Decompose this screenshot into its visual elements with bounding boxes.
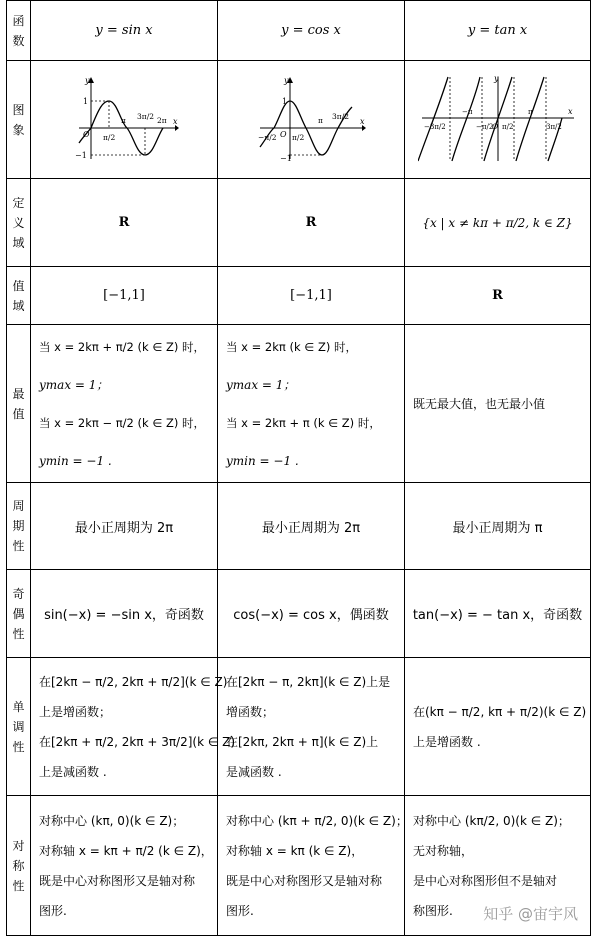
header-char: 值 xyxy=(12,406,25,421)
header-char: 性 xyxy=(12,539,25,553)
header-symmetry xyxy=(7,796,31,936)
header-char: 图 xyxy=(12,102,25,117)
tick-one: 1 xyxy=(282,96,288,106)
tick-neg-one: −1 xyxy=(75,150,87,160)
tick-pi: π xyxy=(527,107,533,116)
header-label xyxy=(7,697,30,757)
header-char: 最 xyxy=(12,386,25,401)
extrema-line: ymin = −1 . xyxy=(39,453,112,468)
header-char: 性 xyxy=(12,626,25,641)
sym-line: 图形. xyxy=(39,903,67,918)
x-label: x xyxy=(173,116,178,126)
sym-cos xyxy=(218,796,408,936)
range-tan: R xyxy=(405,267,591,325)
watermark: 知乎 @宙宇风 xyxy=(483,905,578,923)
func-sin: y = sin x xyxy=(31,1,218,61)
tick-pi: π xyxy=(318,115,323,125)
mono-line: 增函数； xyxy=(226,704,275,719)
header-function xyxy=(7,1,31,61)
tick-neg-three-pi-half: −3π/2 xyxy=(423,122,446,131)
mono-line: 上是增函数； xyxy=(39,704,112,719)
header-period xyxy=(7,483,31,570)
domain-tan: {x | x ≠ kπ + π/2, k ∈ Z} xyxy=(405,179,591,267)
sym-line: 无对称轴， xyxy=(413,843,474,858)
tick-one: 1 xyxy=(83,96,89,106)
tick-neg-pi-half: −π/2 xyxy=(475,122,493,131)
tick-pi: π xyxy=(121,115,126,125)
mono-line: 上是减函数 . xyxy=(39,764,107,779)
cos-graph xyxy=(256,73,366,163)
extrema-sin xyxy=(31,325,218,483)
extrema-line: ymin = −1 . xyxy=(226,453,299,468)
header-extrema xyxy=(7,325,31,483)
header-char: 调 xyxy=(12,719,25,734)
header-char: 偶 xyxy=(12,606,25,621)
header-char: 函 xyxy=(12,13,25,28)
header-domain xyxy=(7,179,31,267)
trig-function-table xyxy=(6,0,591,936)
sym-line: 对称中心 (kπ, 0)(k ∈ Z)； xyxy=(39,813,185,828)
tick-pi-half: π/2 xyxy=(501,122,513,131)
parity-tan: tan(−x) = − tan x，奇函数 xyxy=(405,570,591,658)
header-char: 奇 xyxy=(12,586,25,601)
range-sin: [−1,1] xyxy=(31,267,218,325)
range-cos: [−1,1] xyxy=(218,267,405,325)
row-graph xyxy=(7,61,591,179)
period-tan: 最小正周期为 π xyxy=(405,483,591,570)
sym-line: 既是中心对称图形又是轴对称 xyxy=(39,873,196,888)
tick-pi-half: π/2 xyxy=(103,132,116,142)
tick-three-pi-half: 3π/2 xyxy=(137,111,154,121)
parity-cos: cos(−x) = cos x，偶函数 xyxy=(218,570,405,658)
header-char: 域 xyxy=(12,298,25,313)
mono-line: 在(kπ − π/2, kπ + π/2)(k ∈ Z) xyxy=(413,704,587,719)
row-parity xyxy=(7,570,591,658)
y-label: y xyxy=(284,75,289,85)
header-char: 期 xyxy=(12,519,25,533)
extrema-line: 当 x = 2kπ + π (k ∈ Z) 时， xyxy=(226,415,381,430)
sym-line: 对称轴 x = kπ (k ∈ Z)， xyxy=(226,843,364,858)
func-tan: y = tan x xyxy=(405,1,591,61)
extrema-cos xyxy=(218,325,405,483)
func-cos: y = cos x xyxy=(218,1,405,61)
origin-label: O xyxy=(491,121,498,131)
extrema-line: ymax = 1； xyxy=(39,377,109,392)
header-char: 域 xyxy=(12,235,25,250)
x-label: x xyxy=(567,106,573,116)
mono-line: 在[2kπ, 2kπ + π](k ∈ Z)上 xyxy=(226,734,379,749)
row-function xyxy=(7,1,591,61)
sym-line: 是中心对称图形但不是轴对 xyxy=(413,873,558,888)
y-label: y xyxy=(493,73,499,83)
extrema-tan: 既无最大值，也无最小值 xyxy=(405,325,591,483)
mono-line: 上是增函数 . xyxy=(413,734,481,749)
header-graph xyxy=(7,61,31,179)
domain-cos: R xyxy=(218,179,405,267)
extrema-line: ymax = 1； xyxy=(226,377,296,392)
header-label xyxy=(7,193,30,253)
mono-cos xyxy=(218,658,405,796)
sym-line: 对称中心 (kπ/2, 0)(k ∈ Z)； xyxy=(413,813,570,828)
x-label: x xyxy=(360,116,365,126)
row-range xyxy=(7,267,591,325)
header-char: 周 xyxy=(12,499,25,513)
header-label xyxy=(7,384,30,424)
tick-two-pi: 2π xyxy=(157,115,167,125)
sym-line: 称图形. xyxy=(413,903,453,918)
tan-graph xyxy=(418,73,578,163)
header-char: 值 xyxy=(12,278,25,293)
row-monotonicity xyxy=(7,658,591,796)
mono-tan xyxy=(405,658,591,796)
row-extrema xyxy=(7,325,591,483)
y-label: y xyxy=(85,75,90,85)
tick-pi-half: π/2 xyxy=(292,132,305,142)
cos-curve xyxy=(260,101,352,155)
tan-branch xyxy=(452,77,480,161)
header-char: 象 xyxy=(12,122,25,137)
origin-label: O xyxy=(280,129,287,139)
extrema-line: 当 x = 2kπ − π/2 (k ∈ Z) 时， xyxy=(39,415,206,430)
header-char: 性 xyxy=(12,878,25,893)
sym-line: 对称轴 x = kπ + π/2 (k ∈ Z)， xyxy=(39,843,213,858)
mono-line: 是减函数 . xyxy=(226,764,282,779)
mono-sin xyxy=(31,658,236,796)
header-char: 定 xyxy=(12,195,25,210)
header-range xyxy=(7,267,31,325)
sym-sin xyxy=(31,796,218,936)
sym-line: 对称中心 (kπ + π/2, 0)(k ∈ Z)； xyxy=(226,813,408,828)
extrema-line: 当 x = 2kπ (k ∈ Z) 时， xyxy=(226,339,357,354)
mono-line: 在[2kπ + π/2, 2kπ + 3π/2](k ∈ Z) xyxy=(39,734,236,749)
header-char: 义 xyxy=(12,215,25,230)
header-char: 单 xyxy=(12,699,25,714)
graph-cos-cell xyxy=(218,61,405,179)
header-char: 性 xyxy=(12,739,25,754)
parity-sin: sin(−x) = −sin x，奇函数 xyxy=(31,570,218,658)
sin-graph xyxy=(69,73,179,163)
graph-sin-cell xyxy=(31,61,218,179)
header-char: 数 xyxy=(12,33,25,48)
sym-line: 既是中心对称图形又是轴对称 xyxy=(226,873,383,888)
mono-line: 在[2kπ − π, 2kπ](k ∈ Z)上是 xyxy=(226,674,391,689)
header-label xyxy=(7,584,30,644)
origin-label: O xyxy=(83,129,90,139)
mono-line: 在[2kπ − π/2, 2kπ + π/2](k ∈ Z) xyxy=(39,674,228,689)
period-sin: 最小正周期为 2π xyxy=(31,483,218,570)
tick-three-pi-half: 3π/2 xyxy=(545,122,562,131)
tick-three-pi-half: 3π/2 xyxy=(332,111,349,121)
tick-neg-pi-half: −π/2 xyxy=(258,132,277,142)
extrema-line: 当 x = 2kπ + π/2 (k ∈ Z) 时， xyxy=(39,339,206,354)
graph-tan-cell xyxy=(405,61,591,179)
header-label xyxy=(7,100,30,140)
header-monotonicity xyxy=(7,658,31,796)
tan-branch xyxy=(516,77,544,161)
header-parity xyxy=(7,570,31,658)
tick-neg-pi: −π xyxy=(461,107,472,116)
header-char: 对 xyxy=(12,838,25,853)
tan-branch xyxy=(418,77,448,161)
period-cos: 最小正周期为 2π xyxy=(218,483,405,570)
header-label xyxy=(7,836,30,896)
domain-sin: R xyxy=(31,179,218,267)
header-label xyxy=(7,496,30,556)
sym-line: 图形. xyxy=(226,903,254,918)
header-label xyxy=(7,11,30,51)
row-domain xyxy=(7,179,591,267)
header-label xyxy=(7,276,30,316)
header-char: 称 xyxy=(12,858,25,873)
row-period xyxy=(7,483,591,570)
tick-neg-one: −1 xyxy=(280,153,292,163)
